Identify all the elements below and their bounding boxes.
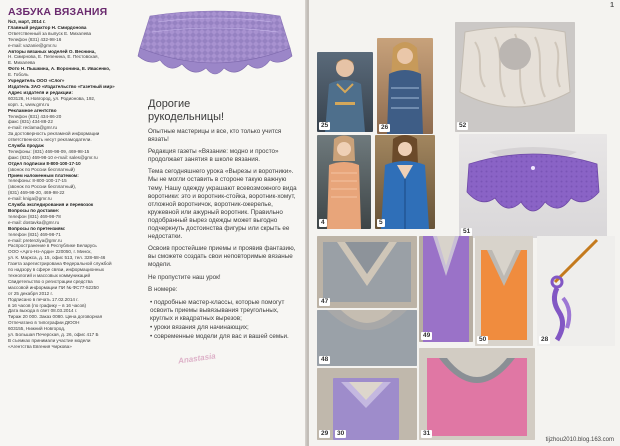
masthead-line: e-mail: kniga@gmr.ru bbox=[8, 196, 52, 202]
greeting-heading bbox=[148, 98, 300, 123]
photo-48 bbox=[317, 310, 417, 366]
masthead-line: Главный редактор Н. Смирдонова bbox=[8, 24, 87, 30]
masthead-line: ул. Большая Печерская, д. 26, офис 417 Б bbox=[8, 332, 99, 338]
masthead-line: Свидетельство о регистрации средства bbox=[8, 278, 93, 284]
woman-pink-top-figure bbox=[317, 135, 371, 229]
photo-50 bbox=[475, 236, 533, 346]
girl-figure bbox=[377, 38, 433, 134]
masthead-line: Ответственный за выпуск Е. Михалева bbox=[8, 30, 92, 36]
masthead-line: (звонок по России бесплатный) bbox=[8, 166, 75, 172]
photo-51 bbox=[459, 134, 607, 238]
purple-vneck-sample bbox=[419, 236, 473, 342]
editorial-paragraph-4: Освоив простейшие приемы и проявив фантазию, вы сможете создать свои неповторимые вязаные модели. bbox=[148, 245, 296, 269]
photo-number: 5 bbox=[379, 219, 383, 226]
masthead-line: e-mail: vazanie@gmr.ru bbox=[8, 42, 57, 48]
cable-collar-illustration bbox=[455, 22, 575, 132]
masthead-line: e-mail: reclama@gmr.ru bbox=[8, 125, 58, 131]
masthead-line: телефон (831) 469-98-71 bbox=[8, 231, 61, 237]
photo-number: 48 bbox=[321, 356, 329, 363]
crochet-hook-illustration bbox=[537, 236, 615, 346]
editorial-column bbox=[148, 98, 300, 440]
photo-26 bbox=[377, 38, 433, 134]
masthead-line: по надзору в сфере связи, информационных bbox=[8, 267, 105, 273]
list-item: • подробные мастер-классы, которые помогут освоить приемы вывязывания треугольных, круглых и квадратных вырезов; bbox=[150, 298, 285, 322]
grey-collar-sample bbox=[317, 310, 417, 366]
masthead-line: Авторы вязаных моделей О. Веснина, bbox=[8, 48, 96, 54]
editorial-paragraph-5: Не пропустите наш урок! bbox=[148, 273, 221, 281]
woman-blue-cardigan-figure bbox=[375, 135, 435, 229]
masthead-line: ответственность несут рекламодатели. bbox=[8, 137, 92, 143]
masthead-line: Е. Михалева bbox=[8, 60, 35, 66]
masthead-line: «Агентства Евгения Чиркова» bbox=[8, 343, 72, 349]
masthead-line: телефон (831) 469-98-78 bbox=[8, 213, 61, 219]
masthead-lines bbox=[8, 19, 124, 350]
masthead-line: ООО «Арго-Нэ-Арди» 220050, г. Минск, bbox=[8, 249, 92, 255]
masthead-line: Телефоны: (831) 469-98-09, 469-98-15 bbox=[8, 148, 90, 154]
masthead-line: (831) 469-98-20, 469-98-22 bbox=[8, 190, 65, 196]
masthead-line: от 25 декабря 2012 г. bbox=[8, 290, 53, 296]
photo-number: 4 bbox=[321, 219, 325, 226]
masthead-title: АЗБУКА ВЯЗАНИЯ bbox=[8, 6, 108, 18]
masthead-line: Прием наложенным платежом: bbox=[8, 172, 79, 178]
masthead-line: Издатель ЗАО «Издательство «Газетный мир» bbox=[8, 83, 115, 89]
photo-number: 51 bbox=[463, 228, 471, 235]
page-number: 1 bbox=[610, 2, 614, 9]
orange-knit-sample bbox=[475, 236, 533, 346]
watermark: tijzhou2010.blog.163.com bbox=[545, 437, 614, 443]
masthead-line: Отпечатано в типографии ДЮОН bbox=[8, 320, 80, 326]
masthead-line: массовой информации ПИ № ФС77-52250 bbox=[8, 284, 99, 290]
masthead-line: Фото Н. Пышкина, А. Воронина, Е. Ивасенко, bbox=[8, 66, 111, 72]
photo-31 bbox=[419, 348, 535, 440]
left-page bbox=[0, 0, 307, 446]
masthead-line: №3, март, 2014 г. bbox=[8, 19, 46, 24]
photo-number: 28 bbox=[541, 336, 549, 343]
grey-collar-sample bbox=[317, 236, 417, 308]
photo-25 bbox=[317, 52, 373, 132]
editorial-paragraph-3: Тема сегодняшнего урока «Вырезы и воротники». Мы не могли оставить в стороне такую важную тему. Нашу одежду украшают всевозможного вида воротники: это и воротник-стойка, воротник-хомут, отложной воротничок, воротник-ожерелье, кружевной или ажурный воротник. Правильно подобранный вырез одежды может выгодно подчеркнуть достоинства фигуры или скрыть ее недостатки. bbox=[148, 168, 297, 241]
masthead-line: e-mail: pretenziya@gmr.ru bbox=[8, 237, 62, 243]
masthead-line: Тираж 20 000. Заказ 0080. Цена договорная bbox=[8, 314, 103, 320]
masthead-line: Подписано в печать 17.02.2014 г. bbox=[8, 296, 79, 302]
purple-collar-illustration bbox=[459, 134, 607, 238]
photo-5 bbox=[375, 135, 435, 229]
photo-number: 47 bbox=[321, 298, 329, 305]
masthead-line: Газета зарегистрирована Федеральной службой bbox=[8, 261, 112, 267]
photo-49 bbox=[419, 236, 473, 342]
photo-52 bbox=[455, 22, 575, 132]
masthead-line: ул. К. Маркса, д. 15, офис 513, тел. 328-68-46 bbox=[8, 255, 106, 261]
masthead-line: e-mail: dostavka@gmr.ru bbox=[8, 219, 60, 225]
greeting-line-1: Дорогие bbox=[148, 98, 191, 110]
masthead-line: Вопросы по доставке: bbox=[8, 208, 60, 213]
masthead-line: Телефон (831) 434-86-20 bbox=[8, 113, 62, 119]
boy-figure bbox=[317, 52, 373, 132]
issue-contents-list bbox=[148, 299, 300, 341]
photo-number: 25 bbox=[321, 122, 329, 129]
photo-number: 26 bbox=[381, 124, 389, 131]
greeting-line-2: рукодельницы! bbox=[148, 110, 225, 123]
masthead-line: Рекламное агентство bbox=[8, 107, 57, 113]
masthead-line: В съемках принимали участие модели bbox=[8, 337, 91, 343]
pink-grey-neckline-sample bbox=[419, 348, 535, 440]
masthead-line: Учредитель ООО «Слог» bbox=[8, 78, 65, 84]
masthead-line: За достоверность рекламной информации bbox=[8, 131, 100, 137]
photo-number: 29 bbox=[321, 430, 329, 437]
masthead-line: (звонок по России бесплатный), bbox=[8, 184, 77, 190]
masthead-line: Служба продаж bbox=[8, 143, 44, 149]
list-item: • уроки вязания для начинающих; bbox=[150, 323, 249, 331]
masthead-line: технологий и массовых коммуникаций bbox=[8, 272, 91, 278]
photo-number: 52 bbox=[459, 122, 467, 129]
masthead-line: 603155, Нижний Новгород, bbox=[8, 326, 66, 332]
photo-4 bbox=[317, 135, 371, 229]
collar-illustration bbox=[130, 8, 300, 88]
masthead-line: Вопросы по претензиям: bbox=[8, 225, 66, 231]
masthead-line: факс (831) 469-98-10 e-mail: sales@gmr.ru bbox=[8, 154, 98, 160]
masthead-line: Дата выхода в свет 08.03.2014 г. bbox=[8, 308, 78, 314]
masthead-line: Служба экспедирования и перевозок bbox=[8, 202, 94, 208]
masthead-line: телефоны: 8-800-100-17-15 bbox=[8, 178, 67, 184]
lace-collar-image bbox=[130, 8, 300, 88]
masthead-line: факс (831) 434-88-22 bbox=[8, 119, 53, 125]
masthead-line: в 16 часов (по графику – в 16 часов) bbox=[8, 302, 87, 308]
photo-number: 50 bbox=[479, 336, 487, 343]
photo-number: 49 bbox=[423, 332, 431, 339]
masthead bbox=[8, 6, 124, 442]
masthead-line: Отдел подписки 8-800-100-17-10 bbox=[8, 160, 81, 166]
masthead-line: Распространение в Республике Беларусь bbox=[8, 243, 97, 249]
editorial-paragraph-6: В номере: bbox=[148, 285, 178, 293]
photo-number: 31 bbox=[423, 430, 431, 437]
masthead-line: Е. Гоболь bbox=[8, 72, 29, 78]
photo-47 bbox=[317, 236, 417, 308]
masthead-line: Н. Смирнова, Е. Пепенина, Е. Пестовская, bbox=[8, 54, 99, 60]
right-page bbox=[309, 0, 620, 446]
photo-number: 30 bbox=[337, 430, 345, 437]
photo-28 bbox=[537, 236, 615, 346]
masthead-line: Телефон (831) 432-98-16 bbox=[8, 36, 62, 42]
editorial-paragraph-2: Редакция газеты «Вязание: модно и просто» продолжает занятия в школе вязания. bbox=[148, 148, 279, 164]
list-item: • современные модели для вас и вашей семьи. bbox=[150, 333, 289, 341]
masthead-line: корп. 1, www.gmr.ru bbox=[8, 101, 50, 107]
editorial-paragraph-1: Опытные мастерицы и все, кто только учится вязать! bbox=[148, 128, 282, 144]
masthead-line: 603126, Н.Новгород, ул. Родионова, 192, bbox=[8, 95, 96, 101]
watermark-anastasia: Anastasia bbox=[177, 351, 217, 366]
photo-30 bbox=[333, 378, 399, 440]
masthead-line: Адрес издателя и редакции: bbox=[8, 89, 73, 95]
